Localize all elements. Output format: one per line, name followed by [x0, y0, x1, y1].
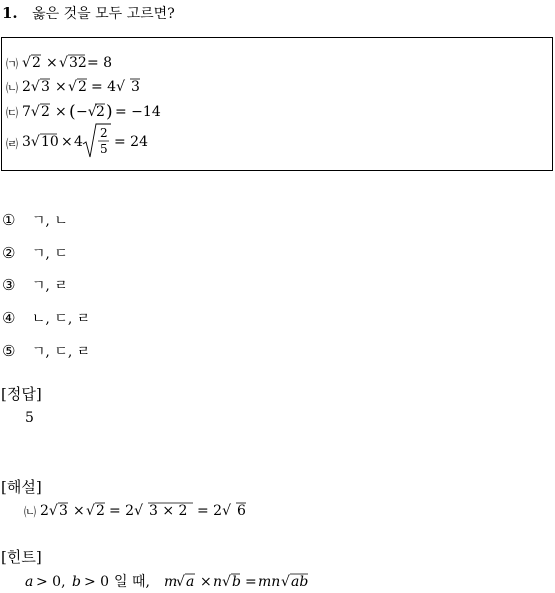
- svg-text:= 2√: = 2√: [109, 503, 144, 519]
- choice-5[interactable]: [2, 341, 90, 361]
- explanation-title: [해설]: [1, 478, 42, 496]
- svg-text:√: √: [281, 574, 290, 590]
- svg-text:2√: 2√: [22, 79, 41, 95]
- svg-text:√: √: [68, 79, 78, 95]
- svg-text:2: 2: [32, 55, 42, 71]
- explanation-body: [24, 499, 269, 521]
- hint-expression: [24, 571, 344, 593]
- svg-text:√: √: [222, 574, 231, 590]
- svg-text:7√: 7√: [22, 104, 41, 120]
- statement-marker: ㈁: [6, 81, 18, 95]
- choice-number: ②: [2, 244, 16, 262]
- question-number: 1.: [2, 4, 18, 22]
- svg-text:√: √: [176, 574, 185, 590]
- svg-text:2√: 2√: [40, 503, 59, 519]
- svg-text:√: √: [22, 55, 32, 71]
- svg-text:√: √: [59, 55, 69, 71]
- svg-text:> 0: > 0: [84, 574, 110, 590]
- choice-number: ③: [2, 276, 16, 294]
- choice-text: ㄱ, ㄷ, ㄹ: [31, 344, 91, 360]
- svg-text:b: b: [232, 574, 241, 590]
- svg-text:32: 32: [69, 55, 88, 71]
- svg-text:mn: mn: [258, 574, 281, 590]
- statement-marker: ㈃: [6, 137, 18, 151]
- choice-number: ⑤: [2, 342, 16, 360]
- svg-text:2: 2: [78, 79, 88, 95]
- choice-text: ㄱ, ㄷ: [31, 246, 68, 262]
- svg-text:−√: −√: [76, 104, 98, 120]
- svg-text:> 0,: > 0,: [36, 574, 66, 590]
- svg-text:m: m: [164, 574, 178, 590]
- question-text: 옳은 것을 모두 고르면?: [32, 6, 175, 22]
- question-header: [2, 3, 175, 23]
- statement-b: [6, 76, 161, 96]
- svg-text:2: 2: [96, 503, 106, 519]
- svg-text:10: 10: [41, 134, 60, 150]
- choice-number: ④: [2, 309, 16, 327]
- statement-marker: ㈂: [6, 106, 18, 120]
- svg-text:a: a: [25, 574, 34, 590]
- choice-number: ①: [2, 211, 16, 229]
- choice-3[interactable]: [2, 275, 68, 295]
- svg-text:4: 4: [74, 134, 84, 150]
- explanation-marker: ㈁: [24, 505, 36, 519]
- svg-text:×: ×: [46, 55, 59, 71]
- svg-text:): ): [106, 102, 114, 122]
- svg-text:×: ×: [73, 503, 86, 519]
- statement-expression: [21, 76, 161, 96]
- svg-text:= 24: = 24: [114, 134, 149, 150]
- choice-text: ㄱ, ㄴ: [31, 213, 68, 229]
- choice-2[interactable]: [2, 243, 68, 263]
- choice-1[interactable]: [2, 210, 68, 230]
- answer-value: 5: [25, 410, 34, 426]
- answer-title: [정답]: [1, 385, 42, 403]
- statement-expression: [21, 100, 181, 122]
- svg-text:b: b: [72, 574, 81, 590]
- svg-text:= 8: = 8: [87, 55, 113, 71]
- svg-text:×: ×: [55, 79, 68, 95]
- statement-marker: ㈀: [6, 57, 18, 71]
- svg-text:6: 6: [237, 503, 247, 519]
- explanation-expression: [39, 499, 269, 521]
- choice-4[interactable]: [2, 308, 90, 328]
- statement-expression: [21, 52, 141, 72]
- svg-text:2: 2: [96, 104, 106, 120]
- svg-text:×: ×: [61, 134, 74, 150]
- statement-expression: [21, 122, 171, 162]
- svg-text:√: √: [86, 503, 96, 519]
- svg-text:×: ×: [55, 104, 68, 120]
- svg-text:5: 5: [100, 142, 109, 156]
- svg-text:3: 3: [41, 79, 51, 95]
- svg-text:ab: ab: [291, 574, 309, 590]
- hint-body: [24, 571, 344, 593]
- statement-a: [6, 52, 141, 72]
- svg-text:n: n: [213, 574, 223, 590]
- choice-text: ㄱ, ㄹ: [31, 278, 68, 294]
- svg-text:3 × 2: 3 × 2: [149, 503, 188, 519]
- svg-text:a: a: [186, 574, 195, 590]
- svg-text:3: 3: [59, 503, 69, 519]
- statement-d: [6, 122, 171, 162]
- svg-text:= −14: = −14: [115, 104, 162, 120]
- svg-text:=: =: [245, 574, 257, 590]
- svg-text:3: 3: [131, 79, 141, 95]
- hint-title: [힌트]: [1, 548, 42, 566]
- svg-text:×: ×: [200, 574, 212, 590]
- svg-text:(: (: [69, 102, 77, 122]
- svg-text:= 4√: = 4√: [91, 79, 126, 95]
- statement-c: [6, 100, 181, 122]
- svg-text:2: 2: [100, 126, 109, 140]
- svg-text:2: 2: [41, 104, 51, 120]
- choice-text: ㄴ, ㄷ, ㄹ: [31, 311, 91, 327]
- svg-text:3√: 3√: [22, 134, 41, 150]
- svg-text:= 2√: = 2√: [197, 503, 232, 519]
- svg-text:일 때,: 일 때,: [114, 574, 150, 590]
